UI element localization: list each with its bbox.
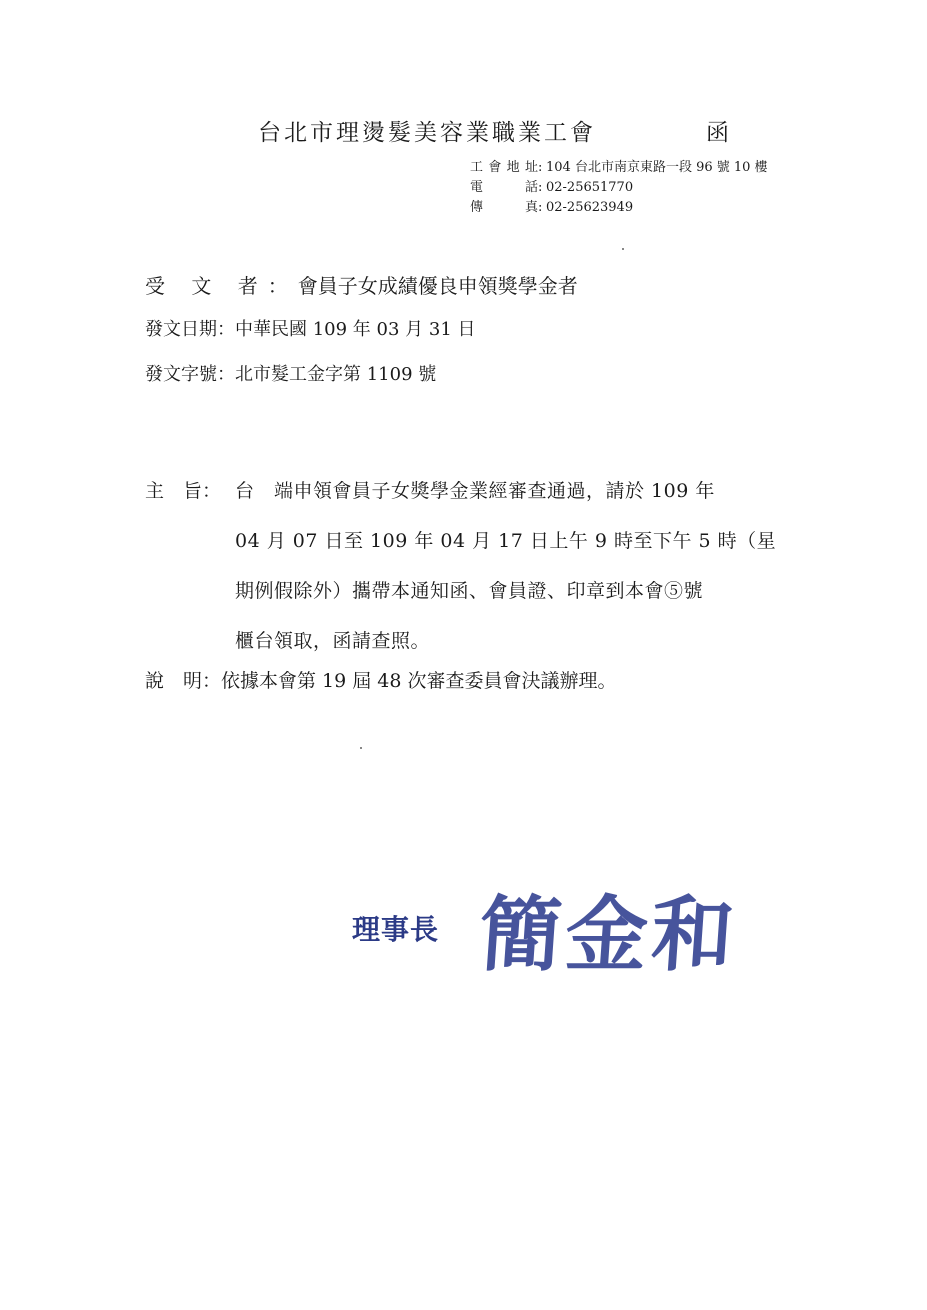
contact-fax: 傳 真 : 02-25623949 (470, 198, 768, 218)
contact-label: 工會地址 (470, 160, 538, 175)
document-number-label: 發文字號： (145, 364, 235, 385)
contact-block (470, 158, 768, 218)
subject-line: 04 月 07 日至 109 年 04 月 17 日上午 9 時至下午 5 時（星 (235, 530, 777, 552)
contact-address: 工會地址 : 104 台北市南京東路一段 96 號 10 樓 (470, 158, 768, 178)
letterhead (258, 114, 738, 150)
scan-speck (360, 747, 362, 749)
recipient-line (145, 270, 578, 299)
document-number-value: 北市髮工金字第 1109 號 (235, 364, 437, 385)
explanation-value: 依據本會第 19 屆 48 次審查委員會決議辦理。 (221, 670, 617, 692)
recipient-label: 受 文 者： (145, 274, 298, 298)
contact-label: 傳 真 (470, 200, 538, 215)
contact-phone: 電 話 : 02-25651770 (470, 178, 768, 198)
subject-label: 主 旨： (145, 480, 222, 502)
issue-date-label: 發文日期： (145, 319, 235, 340)
signature-block (352, 870, 772, 990)
contact-value: 104 台北市南京東路一段 96 號 10 樓 (546, 160, 768, 175)
signature-name: 簡金和 (476, 887, 741, 983)
issue-date-line (145, 315, 476, 341)
issue-date-value: 中華民國 109 年 03 月 31 日 (235, 319, 476, 340)
subject-body (235, 466, 790, 666)
document-type: 函 (706, 120, 729, 146)
signature-title: 理事長 (352, 913, 440, 946)
scan-speck (622, 248, 624, 250)
subject-line: 期例假除外）攜帶本通知函、會員證、印章到本會⑤號 (235, 580, 704, 602)
contact-value: 02-25651770 (546, 180, 634, 195)
contact-value: 02-25623949 (546, 200, 634, 215)
explanation-label: 說 明： (145, 670, 222, 692)
subject-line: 櫃台領取，函請查照。 (235, 630, 431, 652)
recipient-value: 會員子女成績優良申領獎學金者 (297, 274, 578, 298)
subject-section (145, 466, 795, 666)
subject-line: 台 端申領會員子女獎學金業經審查通過，請於 109 年 (235, 480, 715, 502)
contact-label: 電 話 (470, 180, 538, 195)
organization-name: 台北市理燙髮美容業職業工會 (258, 120, 596, 146)
explanation-section (145, 666, 617, 693)
document-number-line (145, 360, 436, 386)
